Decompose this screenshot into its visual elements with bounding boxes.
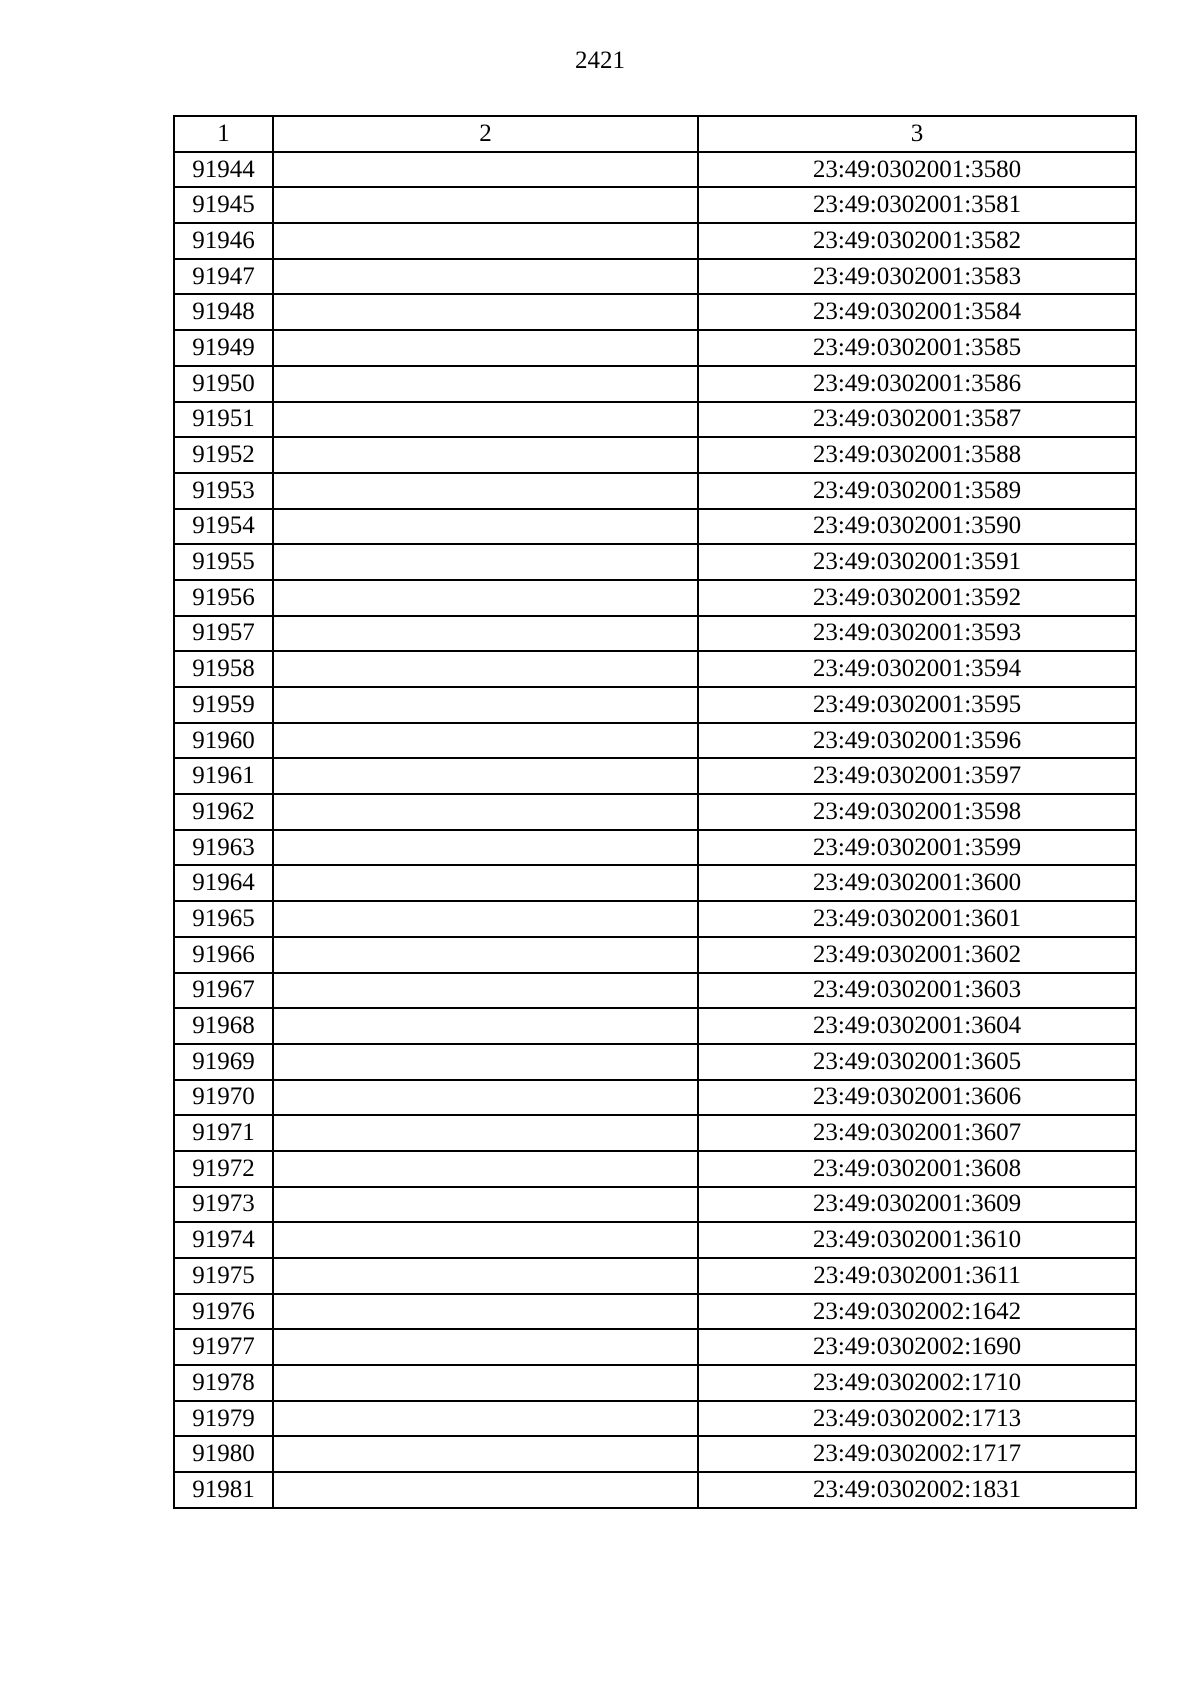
table-row xyxy=(174,1294,1136,1330)
row-number-cell: 91968 xyxy=(174,1008,273,1044)
table-row xyxy=(174,830,1136,866)
cadastral-number-cell: 23:49:0302001:3593 xyxy=(698,616,1136,652)
row-description-cell xyxy=(273,973,698,1009)
table-row xyxy=(174,865,1136,901)
row-number-cell: 91951 xyxy=(174,402,273,438)
row-number-cell: 91980 xyxy=(174,1436,273,1472)
cadastral-number-cell: 23:49:0302001:3604 xyxy=(698,1008,1136,1044)
row-description-cell xyxy=(273,473,698,509)
row-number-cell: 91971 xyxy=(174,1115,273,1151)
row-number-cell: 91977 xyxy=(174,1329,273,1365)
cadastral-number-cell: 23:49:0302001:3602 xyxy=(698,937,1136,973)
row-description-cell xyxy=(273,1008,698,1044)
row-number-cell: 91958 xyxy=(174,651,273,687)
row-number-cell: 91947 xyxy=(174,259,273,295)
cadastral-number-cell: 23:49:0302001:3608 xyxy=(698,1151,1136,1187)
cadastral-number-cell: 23:49:0302001:3590 xyxy=(698,509,1136,545)
row-number-cell: 91961 xyxy=(174,758,273,794)
cadastral-number-cell: 23:49:0302002:1710 xyxy=(698,1365,1136,1401)
cadastral-number-cell: 23:49:0302001:3583 xyxy=(698,259,1136,295)
row-description-cell xyxy=(273,1329,698,1365)
row-number-cell: 91972 xyxy=(174,1151,273,1187)
table-row xyxy=(174,1187,1136,1223)
table-header-row xyxy=(174,116,1136,152)
table-row xyxy=(174,758,1136,794)
row-description-cell xyxy=(273,1258,698,1294)
cadastral-number-cell: 23:49:0302001:3588 xyxy=(698,437,1136,473)
row-number-cell: 91969 xyxy=(174,1044,273,1080)
row-description-cell xyxy=(273,794,698,830)
row-number-cell: 91974 xyxy=(174,1222,273,1258)
row-number-cell: 91976 xyxy=(174,1294,273,1330)
cadastral-number-cell: 23:49:0302002:1642 xyxy=(698,1294,1136,1330)
row-number-cell: 91954 xyxy=(174,509,273,545)
table-row xyxy=(174,901,1136,937)
row-number-cell: 91945 xyxy=(174,187,273,223)
row-number-cell: 91956 xyxy=(174,580,273,616)
cadastral-number-cell: 23:49:0302001:3607 xyxy=(698,1115,1136,1151)
cadastral-number-cell: 23:49:0302001:3598 xyxy=(698,794,1136,830)
cadastral-number-cell: 23:49:0302001:3596 xyxy=(698,723,1136,759)
cadastral-number-cell: 23:49:0302001:3599 xyxy=(698,830,1136,866)
row-description-cell xyxy=(273,187,698,223)
row-number-cell: 91970 xyxy=(174,1080,273,1116)
row-description-cell xyxy=(273,616,698,652)
table-row xyxy=(174,152,1136,188)
row-description-cell xyxy=(273,687,698,723)
row-number-cell: 91955 xyxy=(174,544,273,580)
cadastral-number-cell: 23:49:0302001:3581 xyxy=(698,187,1136,223)
row-description-cell xyxy=(273,1151,698,1187)
cadastral-number-cell: 23:49:0302001:3587 xyxy=(698,402,1136,438)
table-row xyxy=(174,1080,1136,1116)
table-row xyxy=(174,402,1136,438)
row-number-cell: 91963 xyxy=(174,830,273,866)
row-number-cell: 91967 xyxy=(174,973,273,1009)
table-row xyxy=(174,259,1136,295)
column-header-3: 3 xyxy=(698,116,1136,152)
row-number-cell: 91965 xyxy=(174,901,273,937)
row-description-cell xyxy=(273,1472,698,1508)
cadastral-number-cell: 23:49:0302001:3585 xyxy=(698,330,1136,366)
row-description-cell xyxy=(273,937,698,973)
table-row xyxy=(174,1222,1136,1258)
table-row xyxy=(174,1436,1136,1472)
cadastral-number-cell: 23:49:0302001:3580 xyxy=(698,152,1136,188)
cadastral-number-cell: 23:49:0302001:3605 xyxy=(698,1044,1136,1080)
row-number-cell: 91966 xyxy=(174,937,273,973)
table-row xyxy=(174,473,1136,509)
column-header-1: 1 xyxy=(174,116,273,152)
row-number-cell: 91962 xyxy=(174,794,273,830)
row-description-cell xyxy=(273,1222,698,1258)
row-description-cell xyxy=(273,1294,698,1330)
table-row xyxy=(174,973,1136,1009)
row-number-cell: 91953 xyxy=(174,473,273,509)
table-row xyxy=(174,366,1136,402)
table-row xyxy=(174,544,1136,580)
table-row xyxy=(174,651,1136,687)
cadastral-number-cell: 23:49:0302002:1690 xyxy=(698,1329,1136,1365)
table-row xyxy=(174,1044,1136,1080)
table-row xyxy=(174,437,1136,473)
cadastral-number-cell: 23:49:0302002:1831 xyxy=(698,1472,1136,1508)
cadastral-number-cell: 23:49:0302002:1717 xyxy=(698,1436,1136,1472)
row-description-cell xyxy=(273,366,698,402)
row-description-cell xyxy=(273,1401,698,1437)
row-description-cell xyxy=(273,259,698,295)
table-row xyxy=(174,187,1136,223)
cadastral-number-cell: 23:49:0302001:3611 xyxy=(698,1258,1136,1294)
column-header-2: 2 xyxy=(273,116,698,152)
cadastral-number-cell: 23:49:0302001:3601 xyxy=(698,901,1136,937)
row-description-cell xyxy=(273,901,698,937)
row-description-cell xyxy=(273,1436,698,1472)
cadastral-number-cell: 23:49:0302001:3582 xyxy=(698,223,1136,259)
table-row xyxy=(174,616,1136,652)
row-description-cell xyxy=(273,651,698,687)
table-row xyxy=(174,1115,1136,1151)
table-row xyxy=(174,1365,1136,1401)
table-row xyxy=(174,1151,1136,1187)
cadastral-number-cell: 23:49:0302001:3609 xyxy=(698,1187,1136,1223)
row-description-cell xyxy=(273,294,698,330)
table-row xyxy=(174,1008,1136,1044)
cadastral-number-cell: 23:49:0302001:3594 xyxy=(698,651,1136,687)
row-number-cell: 91979 xyxy=(174,1401,273,1437)
row-description-cell xyxy=(273,830,698,866)
table-row xyxy=(174,1258,1136,1294)
page-number: 2421 xyxy=(575,47,625,74)
cadastral-number-cell: 23:49:0302001:3592 xyxy=(698,580,1136,616)
row-number-cell: 91944 xyxy=(174,152,273,188)
cadastral-number-cell: 23:49:0302001:3589 xyxy=(698,473,1136,509)
row-number-cell: 91948 xyxy=(174,294,273,330)
table-row xyxy=(174,1401,1136,1437)
row-number-cell: 91960 xyxy=(174,723,273,759)
row-number-cell: 91973 xyxy=(174,1187,273,1223)
table-row xyxy=(174,294,1136,330)
row-description-cell xyxy=(273,437,698,473)
cadastral-number-cell: 23:49:0302001:3606 xyxy=(698,1080,1136,1116)
cadastral-number-cell: 23:49:0302001:3584 xyxy=(698,294,1136,330)
table-row xyxy=(174,687,1136,723)
table-row xyxy=(174,937,1136,973)
row-description-cell xyxy=(273,1187,698,1223)
cadastral-number-cell: 23:49:0302001:3595 xyxy=(698,687,1136,723)
row-description-cell xyxy=(273,330,698,366)
table-row xyxy=(174,1472,1136,1508)
cadastral-number-cell: 23:49:0302001:3603 xyxy=(698,973,1136,1009)
row-description-cell xyxy=(273,544,698,580)
row-description-cell xyxy=(273,580,698,616)
row-number-cell: 91978 xyxy=(174,1365,273,1401)
row-number-cell: 91950 xyxy=(174,366,273,402)
row-number-cell: 91959 xyxy=(174,687,273,723)
row-description-cell xyxy=(273,1115,698,1151)
row-number-cell: 91964 xyxy=(174,865,273,901)
row-number-cell: 91957 xyxy=(174,616,273,652)
table-row xyxy=(174,509,1136,545)
cadastral-number-cell: 23:49:0302001:3591 xyxy=(698,544,1136,580)
table-row xyxy=(174,723,1136,759)
row-description-cell xyxy=(273,723,698,759)
row-number-cell: 91952 xyxy=(174,437,273,473)
row-description-cell xyxy=(273,1365,698,1401)
table-row xyxy=(174,794,1136,830)
cadastral-number-cell: 23:49:0302002:1713 xyxy=(698,1401,1136,1437)
row-description-cell xyxy=(273,865,698,901)
table-row xyxy=(174,580,1136,616)
row-description-cell xyxy=(273,402,698,438)
row-description-cell xyxy=(273,509,698,545)
table-row xyxy=(174,1329,1136,1365)
cadastral-number-cell: 23:49:0302001:3586 xyxy=(698,366,1136,402)
row-number-cell: 91946 xyxy=(174,223,273,259)
cadastral-number-cell: 23:49:0302001:3597 xyxy=(698,758,1136,794)
row-description-cell xyxy=(273,1080,698,1116)
cadastral-number-cell: 23:49:0302001:3610 xyxy=(698,1222,1136,1258)
row-number-cell: 91975 xyxy=(174,1258,273,1294)
row-number-cell: 91981 xyxy=(174,1472,273,1508)
table-body xyxy=(174,152,1136,1508)
table-row xyxy=(174,223,1136,259)
cadastral-number-cell: 23:49:0302001:3600 xyxy=(698,865,1136,901)
registry-table xyxy=(173,115,1137,1509)
row-description-cell xyxy=(273,758,698,794)
row-description-cell xyxy=(273,152,698,188)
row-description-cell xyxy=(273,223,698,259)
row-description-cell xyxy=(273,1044,698,1080)
table-row xyxy=(174,330,1136,366)
row-number-cell: 91949 xyxy=(174,330,273,366)
